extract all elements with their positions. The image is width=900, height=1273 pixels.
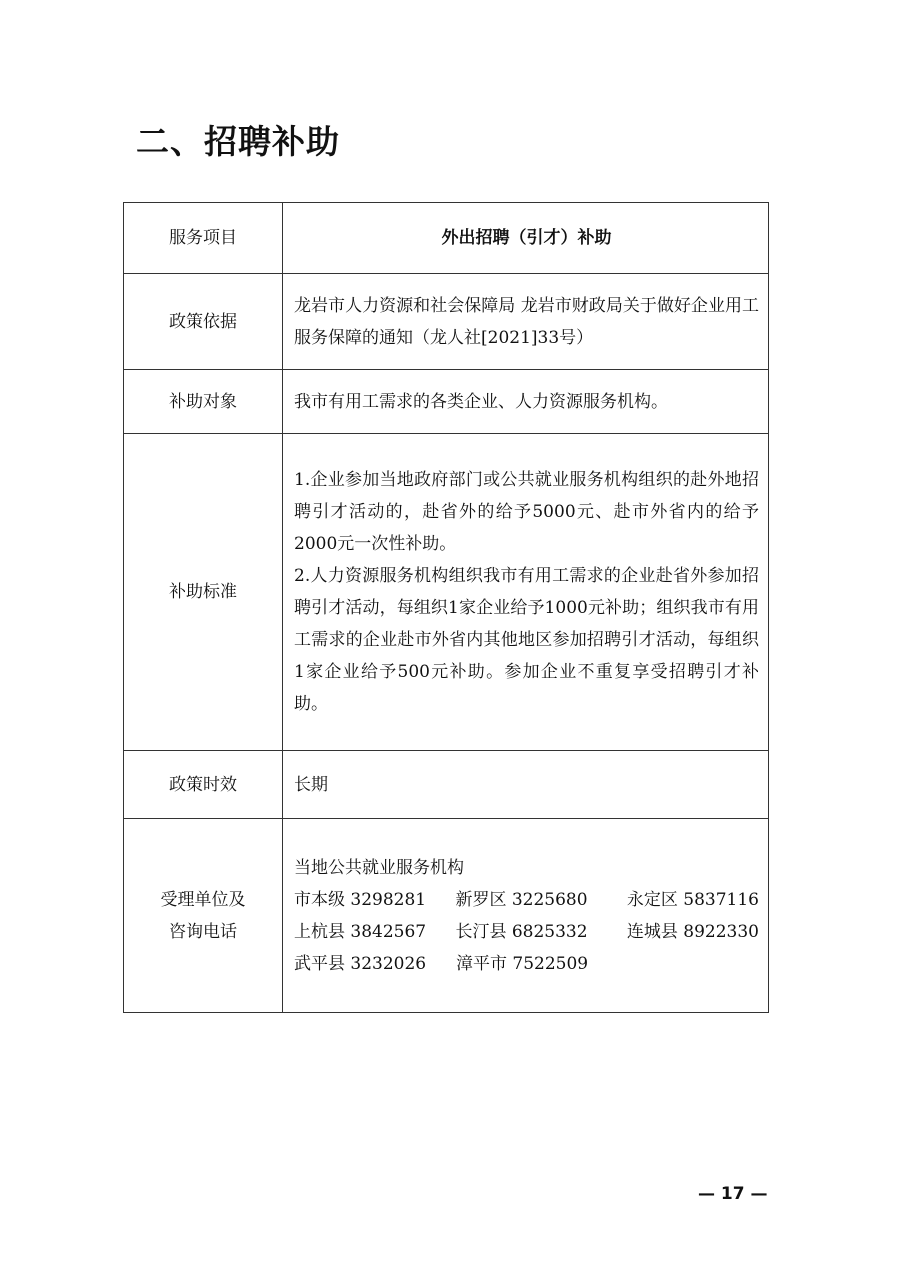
phone-entry: 连城县 8922330 [626, 921, 759, 942]
table-row-service-item [124, 203, 769, 274]
subsidy-standard-paragraph-1: 1.企业参加当地政府部门或公共就业服务机构组织的赴外地招聘引才活动的，赴省外的给予5000元、赴市外省内的给予2000元一次性补助。 [294, 470, 759, 554]
phone-row [294, 948, 759, 980]
phone-row [294, 884, 759, 916]
section-heading: 二、招聘补助 [136, 122, 340, 161]
phone-entry: 新罗区 3225680 [455, 889, 588, 910]
phone-entry: 市本级 3298281 [294, 889, 427, 910]
table-row-policy-validity [124, 751, 769, 819]
table-row-contact [124, 819, 769, 1013]
phone-entry: 武平县 3232026 [294, 953, 427, 974]
subsidy-standard-paragraph-2: 2.人力资源服务机构组织我市有用工需求的企业赴省外参加招聘引才活动，每组织1家企业给予1000元补助；组织我市有用工需求的企业赴市外省内其他地区参加招聘引才活动，每组织1家企业给予500元补助。参加企业不重复享受招聘引才补助。 [294, 566, 759, 714]
table-row-subsidy-target [124, 370, 769, 434]
table-row-subsidy-standard [124, 434, 769, 751]
policy-basis-value: 龙岩市人力资源和社会保障局 龙岩市财政局关于做好企业用工服务保障的通知（龙人社[2021]33号） [283, 274, 769, 370]
contact-label-line-2: 咨询电话 [169, 921, 237, 942]
phone-row [294, 916, 759, 948]
service-item-label: 服务项目 [124, 203, 283, 274]
phone-entry: 永定区 5837116 [626, 889, 759, 910]
contact-label [124, 819, 283, 1013]
policy-validity-label: 政策时效 [124, 751, 283, 819]
subsidy-standard-value [283, 434, 769, 751]
policy-table [123, 202, 769, 1013]
table-row-policy-basis [124, 274, 769, 370]
service-item-value: 外出招聘（引才）补助 [283, 203, 769, 274]
phone-entry [628, 948, 759, 980]
phone-entry: 上杭县 3842567 [294, 921, 427, 942]
contact-label-line-1: 受理单位及 [160, 889, 246, 910]
subsidy-standard-label: 补助标准 [124, 434, 283, 751]
contact-agency: 当地公共就业服务机构 [294, 857, 464, 878]
phone-entry: 漳平市 7522509 [456, 953, 589, 974]
contact-value [283, 819, 769, 1013]
subsidy-target-value: 我市有用工需求的各类企业、人力资源服务机构。 [283, 370, 769, 434]
policy-validity-value: 长期 [283, 751, 769, 819]
phone-list [294, 884, 759, 980]
page-number: — 17 — [698, 1184, 768, 1204]
policy-basis-label: 政策依据 [124, 274, 283, 370]
subsidy-target-label: 补助对象 [124, 370, 283, 434]
phone-entry: 长汀县 6825332 [455, 921, 588, 942]
